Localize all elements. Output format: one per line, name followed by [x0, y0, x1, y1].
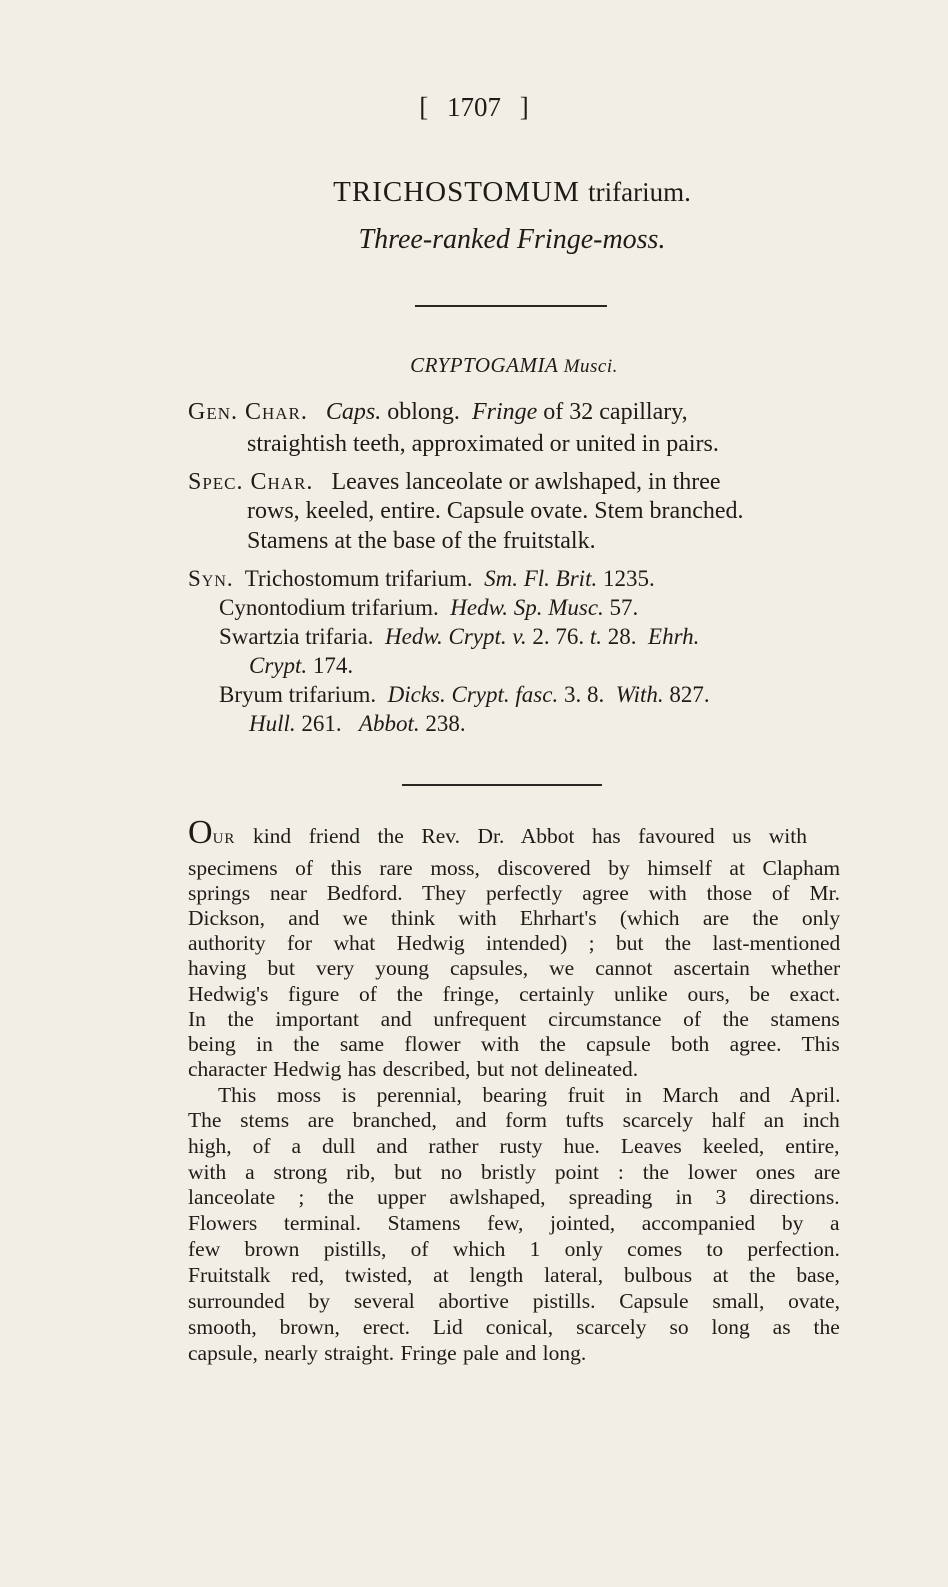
synonym-number: 1235.	[602, 566, 655, 591]
synonym-reference: Hedw. Crypt. v.	[385, 624, 527, 649]
description-line: lanceolate ; the upper awlshaped, spreading in 3 directions.	[188, 1185, 840, 1209]
synonym-reference: Dicks. Crypt. fasc.	[387, 682, 559, 707]
synonym-entry	[188, 564, 655, 593]
genus-name: TRICHOSTOMUM	[333, 176, 580, 208]
description-line: Dickson, and we think with Ehrhart's (which are the only	[188, 906, 841, 930]
synonym-number: 3. 8.	[563, 682, 605, 707]
synonym-reference: Hedw. Sp. Musc.	[450, 595, 604, 620]
description-line: Fruitstalk red, twisted, at length lateral, bulbous at the base,	[188, 1263, 840, 1287]
synonym-number: 238.	[425, 711, 466, 736]
synonym-number: 261.	[301, 711, 342, 736]
synonym-name: Cynontodium trifarium.	[219, 595, 439, 620]
description-line: The stems are branched, and form tufts scarcely half an inch	[188, 1108, 840, 1132]
synonym-reference: Sm. Fl. Brit.	[484, 566, 598, 591]
description-line: being in the same flower with the capsule both agree. This	[188, 1032, 840, 1056]
gen-char-line2: straightish teeth, approximated or united in pairs.	[247, 431, 719, 457]
description-line: surrounded by several abortive pistills. Capsule small, ovate,	[188, 1289, 841, 1313]
synonym-reference: Hull.	[249, 711, 296, 736]
synonym-entry	[219, 593, 638, 622]
classification	[0, 353, 948, 378]
synonym-reference: Ehrh.	[648, 624, 700, 649]
description-line: having but very young capsules, we cannot ascertain whether	[188, 956, 841, 980]
spec-char-line1	[188, 468, 721, 497]
class-name: CRYPTOGAMIA	[410, 353, 558, 377]
species-title	[0, 176, 948, 209]
description-line: specimens of this rare moss, discovered by himself at Clapham	[188, 856, 841, 880]
divider-rule	[415, 305, 607, 307]
description-line	[188, 814, 807, 851]
gen-char-text: of 32 capillary,	[543, 399, 688, 425]
description-line: In the important and unfrequent circumstance of the stamens	[188, 1007, 840, 1031]
synonym-entry-cont	[249, 709, 466, 738]
divider-rule	[402, 784, 602, 786]
gen-char-term: Fringe	[471, 399, 538, 425]
description-line: authority for what Hedwig intended) ; but the last-mentioned	[188, 931, 841, 955]
syn-label: Syn.	[188, 566, 234, 591]
gen-char-label: Gen. Char.	[188, 399, 308, 425]
order-name: Musci.	[563, 356, 618, 377]
description-line: few brown pistills, of which 1 only comes to perfection.	[188, 1237, 840, 1261]
synonym-reference: Crypt.	[249, 653, 308, 678]
description-line: smooth, brown, erect. Lid conical, scarcely so long as the	[188, 1315, 840, 1339]
page-number: [ 1707 ]	[419, 92, 529, 122]
description-line: with a strong rib, but no bristly point : the lower ones are	[188, 1160, 841, 1184]
synonym-number: 174.	[312, 653, 354, 678]
synonym-entry	[219, 680, 710, 709]
spec-char-line2: rows, keeled, entire. Capsule ovate. Stem branched.	[247, 498, 744, 524]
gen-char-line1	[188, 398, 688, 427]
description-line: character Hedwig has described, but not delineated.	[188, 1057, 639, 1081]
description-line: capsule, nearly straight. Fringe pale and long.	[188, 1341, 587, 1365]
synonym-number: 827.	[669, 682, 710, 707]
synonym-name: Trichostomum trifarium.	[244, 566, 473, 591]
synonym-name: Swartzia trifaria.	[219, 624, 374, 649]
synonym-reference: Abbot.	[358, 711, 420, 736]
spec-char-text: Leaves lanceolate or awlshaped, in three	[331, 469, 721, 495]
initial-caps: ur	[212, 824, 236, 848]
synonym-number: 57.	[609, 595, 639, 620]
synonym-entry-cont	[249, 651, 353, 680]
common-name: Three-ranked Fringe-moss.	[358, 224, 666, 255]
description-line: This moss is perennial, bearing fruit in March and April.	[218, 1083, 841, 1107]
synonym-number: 2. 76.	[532, 624, 585, 649]
synonym-entry	[219, 622, 699, 651]
drop-initial: O	[188, 814, 213, 851]
synonym-name: Bryum trifarium.	[219, 682, 377, 707]
gen-char-text: oblong.	[387, 399, 460, 425]
gen-char-term: Caps.	[325, 399, 382, 425]
description-line: springs near Bedford. They perfectly agree with those of Mr.	[188, 881, 841, 905]
species-epithet: trifarium.	[588, 177, 691, 207]
description-line: Flowers terminal. Stamens few, jointed, accompanied by a	[188, 1211, 840, 1235]
description-line: Hedwig's figure of the fringe, certainly unlike ours, be exact.	[188, 982, 841, 1006]
spec-char-label: Spec. Char.	[188, 469, 314, 495]
synonym-reference: With.	[615, 682, 664, 707]
synonym-number: 28.	[607, 624, 637, 649]
synonym-reference: t.	[589, 624, 603, 649]
spec-char-line3: Stamens at the base of the fruitstalk.	[247, 528, 596, 554]
description-line: high, of a dull and rather rusty hue. Leaves keeled, entire,	[188, 1134, 840, 1158]
description-text: kind friend the Rev. Dr. Abbot has favoured us with	[252, 824, 807, 848]
